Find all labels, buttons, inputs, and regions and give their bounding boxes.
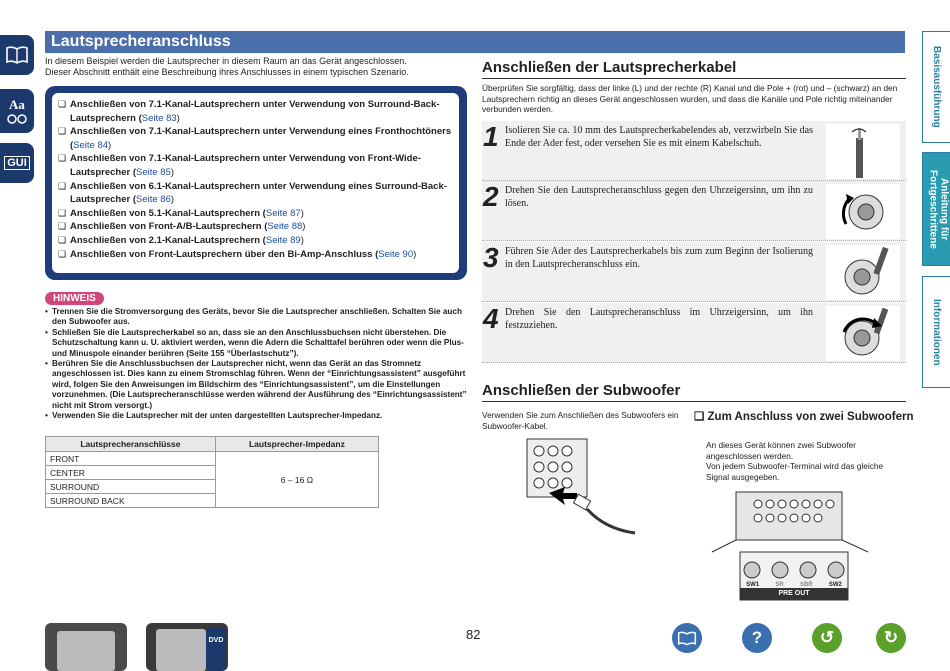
link-close: ) — [302, 221, 306, 233]
sub-text-line: An dieses Gerät können zwei Subwoofer angeschlossen werden. — [706, 440, 856, 461]
table-header: Lautsprecheranschlüsse — [46, 437, 216, 452]
step-4 — [482, 303, 906, 363]
step-3 — [482, 242, 906, 302]
page-reference-link[interactable]: Seite 89 — [265, 234, 301, 246]
tab-label: Basisausführung — [931, 46, 942, 128]
link-item[interactable] — [58, 125, 453, 152]
cable-intro: Überprüfen Sie sorgfältig, dass der linke (L) und der rechte (R) Kanal und die Pole + (rot) und – (schwarz) an den Lautsprechern richtig an dieses Gerät angeschlossen wurden, und dass die Kanäle und Pole richtig miteinander verbunden werden. — [482, 83, 898, 115]
back-button[interactable] — [812, 623, 842, 653]
link-text: Anschließen von 2.1-Kanal-Lautsprechern ( — [70, 234, 266, 246]
subwoofer-intro: Verwenden Sie zum Anschließen des Subwoofers ein Subwoofer-Kabel. — [482, 410, 679, 431]
page-number: 82 — [466, 627, 481, 642]
link-close: ) — [170, 194, 175, 206]
link-text: Anschließen von 7.1-Kanal-Lautsprechern unter Verwendung von Front-Wide-Lautsprecher ( — [70, 153, 421, 178]
tab-informationen[interactable] — [922, 276, 950, 388]
table-header: Lautsprecher-Impedanz — [215, 437, 378, 452]
cable-heading: Anschließen der Lautsprecherkabel — [482, 59, 906, 79]
two-subwoofer-heading: ❑ Zum Anschluss von zwei Subwoofern — [694, 411, 914, 423]
step-number: 2 — [483, 181, 499, 212]
link-item[interactable] — [58, 220, 453, 234]
note-item: • Trennen Sie die Stromversorgung des Geräts, bevor Sie die Lautsprecher anschließen. Schalten Sie auch den Subwoofer aus. — [45, 307, 469, 328]
link-close: ) — [108, 139, 112, 151]
page-reference-link[interactable]: Seite 83 — [141, 112, 177, 124]
terminal-label: SR — [775, 582, 784, 588]
link-close: ) — [413, 248, 417, 260]
note-item: • Berühren Sie die Anschlussbuchsen der Lautsprecher nicht, wenn das Gerät an das Stromnetz angeschlossen ist. Dies kann zu einem Stromschlag führen. Wenn der “Einrichtungsassistent” ausgeführt wird, folgen Sie den Anweisungen im Bildschirm des “Einrichtungsassistent”, um die Einstellungen vorzunehmen. (Die Lautsprecheranschlüsse werden während der Ausführung des “Einrichtungsassistent” nicht mit Strom versorgt.) — [45, 359, 469, 411]
table-cell: CENTER — [46, 466, 216, 480]
dvd-player-thumbnail[interactable] — [146, 623, 228, 671]
connection-links-list — [52, 93, 459, 273]
notes-list — [45, 307, 469, 421]
stripped-cable-illustration — [826, 124, 900, 179]
forward-button[interactable] — [876, 623, 906, 653]
connection-links-box — [45, 86, 467, 280]
step-1 — [482, 121, 906, 181]
link-item[interactable] — [58, 207, 453, 221]
step-text: Drehen Sie den Lautsprecheranschluss im Uhrzeigersinn, um ihn festzuziehen. — [505, 307, 813, 331]
two-subwoofer-title: Zum Anschluss von zwei Subwoofern — [707, 411, 914, 423]
question-mark-icon: ? — [751, 628, 763, 647]
subwoofer-cable-illustration — [525, 437, 641, 547]
subwoofer-terminals-illustration — [710, 490, 870, 605]
page-reference-link[interactable]: Seite 86 — [136, 194, 171, 206]
link-item[interactable] — [58, 248, 453, 262]
tab-label: Anleitung für Fortgeschrittene — [927, 169, 950, 249]
back-arrow-icon: ↺ — [819, 628, 835, 647]
index-label: Aa — [9, 97, 25, 112]
link-text: Anschließen von 7.1-Kanal-Lautsprechern unter Verwendung eines Fronthochtöners ( — [70, 126, 452, 151]
pre-out-label: PRE OUT — [778, 590, 810, 597]
link-text: Anschließen von 5.1-Kanal-Lautsprechern ( — [70, 207, 266, 219]
terminal-label: SW1 — [746, 582, 760, 588]
note-item: • Verwenden Sie die Lautsprecher mit der unten dargestellten Lautsprecher-Impedanz. — [45, 411, 469, 421]
table-cell: SURROUND BACK — [46, 494, 216, 508]
subwoofer-heading: Anschließen der Subwoofer — [482, 382, 906, 402]
contents-button[interactable] — [672, 623, 702, 653]
step-text: Führen Sie Ader des Lautsprecherkabels bis zum zum Beginn der Isolierung in den Lautsprecheranschluss ein. — [505, 246, 813, 270]
link-item[interactable] — [58, 180, 453, 207]
impedance-value: 6 – 16 Ω — [215, 452, 378, 508]
link-text: Anschließen von Front-Lautsprechern über den Bi-Amp-Anschluss ( — [70, 248, 379, 260]
step-number: 1 — [483, 121, 499, 152]
intro-line: Dieser Abschnitt enthält eine Beschreibung ihres Anschlusses in einem typischen Szenario. — [45, 67, 409, 77]
link-item[interactable] — [58, 234, 453, 248]
step-number: 3 — [483, 242, 499, 273]
dvd-label: DVD — [206, 627, 226, 671]
table-cell: FRONT — [46, 452, 216, 466]
terminal-labels — [738, 582, 850, 588]
step-2 — [482, 181, 906, 241]
link-close: ) — [170, 166, 175, 178]
terminal-label: SW2 — [828, 582, 842, 588]
terminal-loosen-illustration — [826, 184, 900, 239]
contents-book-icon[interactable] — [0, 35, 34, 75]
link-close: ) — [300, 207, 304, 219]
gui-label: GUI — [4, 156, 30, 170]
link-text: Anschließen von 7.1-Kanal-Lautsprechern unter Verwendung von Surround-Back-Lautsprechern ( — [70, 99, 440, 124]
gui-icon[interactable] — [0, 143, 34, 183]
page-title: Lautsprecheranschluss — [45, 31, 905, 53]
link-close: ) — [176, 112, 180, 124]
step-text: Drehen Sie den Lautsprecheranschluss gegen den Uhrzeigersinn, um ihn zu lösen. — [505, 185, 813, 209]
sub-text-line: Von jedem Subwoofer-Terminal wird das gleiche Signal ausgegeben. — [706, 461, 884, 482]
terminal-label: SBR — [799, 582, 813, 588]
terminal-tighten-illustration — [826, 306, 900, 361]
av-receiver-thumbnail[interactable] — [45, 623, 127, 671]
link-text: Anschließen von 6.1-Kanal-Lautsprechern unter Verwendung eines Surround-Back-Lautsprecher ( — [70, 180, 447, 206]
step-number: 4 — [483, 303, 499, 334]
link-item[interactable] — [58, 98, 453, 125]
page-reference-link[interactable]: Seite 84 — [73, 139, 109, 151]
tab-basisausfuehrung[interactable] — [922, 31, 950, 143]
page-reference-link[interactable]: Seite 90 — [378, 248, 414, 260]
tab-fortgeschrittene[interactable] — [922, 152, 950, 266]
link-text: Anschließen von Front-A/B-Lautsprechern ( — [70, 221, 268, 233]
hinweis-badge: HINWEIS — [45, 292, 104, 305]
table-cell: SURROUND — [46, 480, 216, 494]
intro-line: In diesem Beispiel werden die Lautsprecher in diesem Raum an das Gerät angeschlossen. — [45, 56, 407, 66]
page-reference-link[interactable]: Seite 87 — [265, 207, 301, 219]
index-aa-icon[interactable] — [0, 89, 34, 133]
link-close: ) — [300, 234, 304, 246]
impedance-table — [45, 436, 379, 508]
note-item: • Schließen Sie die Lautsprecherkabel so an, dass sie an den Anschlussbuchsen nicht überstehen. Die Schutzschaltung kann u. U. aktiviert werden, wenn die Adern die Schalttafel berühren oder wenn die Plus- und Minuspole einander berühren (Seite 155 “Überlastschutz”). — [45, 328, 469, 359]
intro-text — [45, 56, 465, 78]
forward-arrow-icon: ↻ — [883, 628, 899, 647]
page-reference-link[interactable]: Seite 85 — [136, 166, 171, 178]
tab-label: Informationen — [931, 298, 942, 366]
link-item[interactable] — [58, 152, 453, 179]
page-reference-link[interactable]: Seite 88 — [267, 221, 303, 233]
help-button[interactable] — [742, 623, 772, 653]
step-text: Isolieren Sie ca. 10 mm des Lautsprecherkabelendes ab, verzwirbeln Sie das Ende der Ader fest, oder versehen Sie es mit einem Kabelschuh. — [505, 125, 813, 149]
two-subwoofer-text — [706, 440, 906, 482]
book-icon — [677, 628, 697, 648]
wire-insert-illustration — [826, 245, 900, 300]
